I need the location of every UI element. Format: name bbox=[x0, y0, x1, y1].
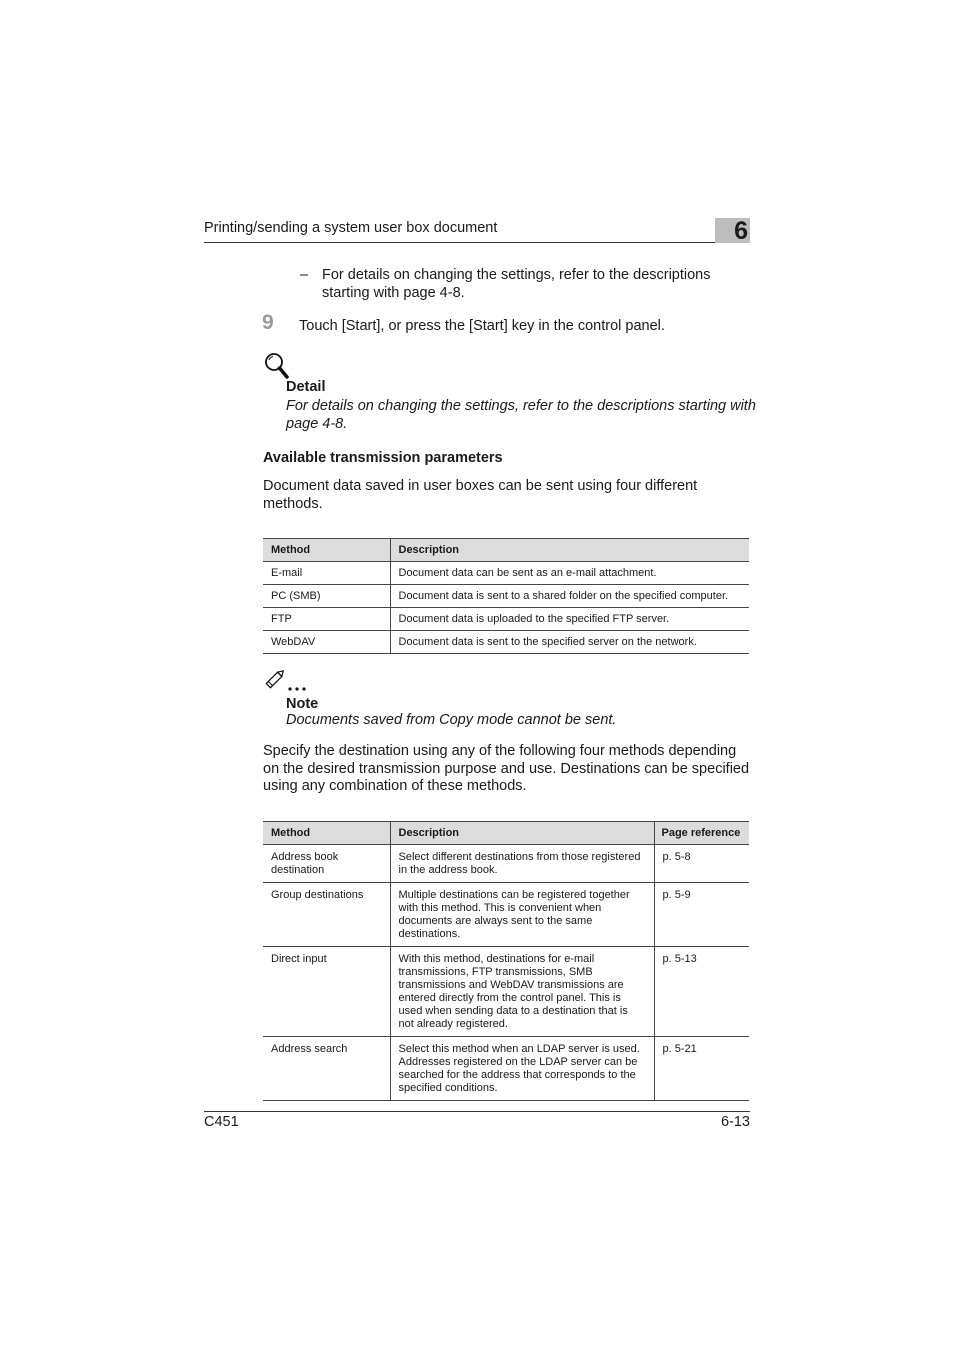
note-text: Documents saved from Copy mode cannot be sent. bbox=[286, 712, 617, 728]
step-number: 9 bbox=[262, 311, 274, 334]
page-reference-cell: p. 5-8 bbox=[654, 845, 749, 883]
running-header-title: Printing/sending a system user box document bbox=[204, 220, 498, 236]
column-header-description: Description bbox=[390, 539, 749, 562]
method-cell: FTP bbox=[263, 608, 390, 631]
chapter-number: 6 bbox=[734, 217, 748, 245]
destination-paragraph: Specify the destination using any of the following four methods depending on the desired transmission purpose and use. Destinations can be specified using any combination of these methods. bbox=[263, 743, 750, 794]
table-row bbox=[263, 585, 749, 608]
table-row bbox=[263, 845, 749, 883]
description-cell: With this method, destinations for e-mail transmissions, FTP transmissions, SMB transmissions and WebDAV transmissions are entered directly from the control panel. This is used when sending data to a destination that is not already registered. bbox=[390, 947, 654, 1037]
method-cell: E-mail bbox=[263, 562, 390, 585]
method-cell: Group destinations bbox=[263, 883, 390, 947]
description-cell: Document data can be sent as an e-mail attachment. bbox=[390, 562, 749, 585]
column-header-method: Method bbox=[263, 539, 390, 562]
pencil-note-icon bbox=[264, 666, 312, 694]
step-text: Touch [Start], or press the [Start] key in the control panel. bbox=[299, 318, 665, 334]
bullet-dash: – bbox=[300, 267, 309, 283]
table-row bbox=[263, 947, 749, 1037]
page-reference-cell: p. 5-21 bbox=[654, 1037, 749, 1101]
footer-page-number: 6-13 bbox=[720, 1114, 750, 1130]
footer-rule bbox=[204, 1111, 750, 1112]
destination-methods-table bbox=[263, 821, 749, 1101]
description-cell: Multiple destinations can be registered together with this method. This is convenient when documents are always sent to the same destinations. bbox=[390, 883, 654, 947]
column-header-page-reference: Page reference bbox=[654, 822, 749, 845]
table-row bbox=[263, 1037, 749, 1101]
note-heading: Note bbox=[286, 696, 319, 712]
method-cell: Address search bbox=[263, 1037, 390, 1101]
table-row bbox=[263, 631, 749, 654]
method-cell: PC (SMB) bbox=[263, 585, 390, 608]
column-header-description: Description bbox=[390, 822, 654, 845]
section-title: Available transmission parameters bbox=[263, 450, 503, 466]
table-header-row bbox=[263, 539, 749, 562]
method-cell: WebDAV bbox=[263, 631, 390, 654]
column-header-method: Method bbox=[263, 822, 390, 845]
method-cell: Direct input bbox=[263, 947, 390, 1037]
description-cell: Document data is sent to the specified server on the network. bbox=[390, 631, 749, 654]
footer-model: C451 bbox=[204, 1114, 239, 1130]
detail-heading: Detail bbox=[286, 379, 326, 395]
magnifier-icon bbox=[264, 352, 290, 380]
detail-text: For details on changing the settings, refer to the descriptions starting with page 4-8. bbox=[286, 398, 756, 432]
description-cell: Document data is uploaded to the specified FTP server. bbox=[390, 608, 749, 631]
description-cell: Document data is sent to a shared folder on the specified computer. bbox=[390, 585, 749, 608]
table-header-row bbox=[263, 822, 749, 845]
method-cell: Address book destination bbox=[263, 845, 390, 883]
bullet-text: For details on changing the settings, refer to the descriptions starting with page 4-8. bbox=[322, 267, 711, 301]
table-row bbox=[263, 608, 749, 631]
table-row bbox=[263, 562, 749, 585]
page-reference-cell: p. 5-9 bbox=[654, 883, 749, 947]
transmission-methods-table bbox=[263, 538, 749, 654]
description-cell: Select this method when an LDAP server is used. Addresses registered on the LDAP server can be searched for the address that corresponds to the specified conditions. bbox=[390, 1037, 654, 1101]
page-reference-cell: p. 5-13 bbox=[654, 947, 749, 1037]
table-row bbox=[263, 883, 749, 947]
description-cell: Select different destinations from those registered in the address book. bbox=[390, 845, 654, 883]
section-intro: Document data saved in user boxes can be sent using four different methods. bbox=[263, 478, 698, 512]
header-rule bbox=[204, 242, 715, 243]
